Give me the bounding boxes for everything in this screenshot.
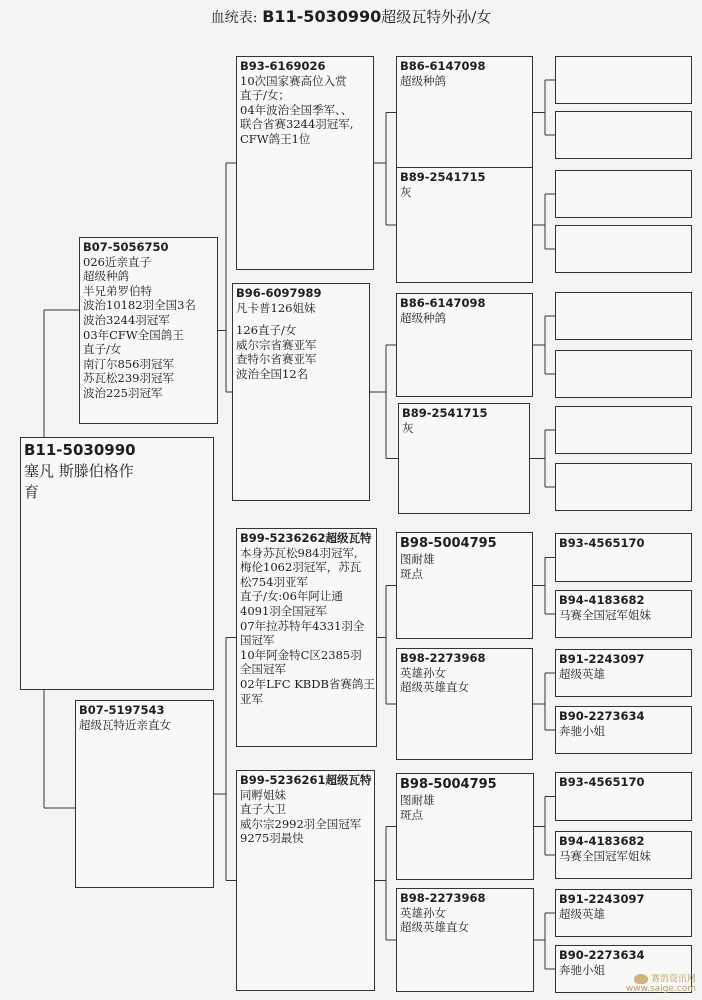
ring-number: B90-2273634 [559, 948, 645, 962]
pedigree-note: 9275羽最快 [240, 831, 304, 846]
pedigree-note: 02年LFC KBDB省赛鸽王 [240, 676, 375, 691]
ring-number: B99-5236261超级瓦特 [240, 773, 372, 787]
pedigree-note: 波治10182羽全国3名 [83, 298, 196, 313]
pedigree-note: 超级英雄直女 [400, 680, 469, 695]
ring-number: B98-2273968 [400, 891, 486, 905]
ring-number: B93-4565170 [559, 536, 645, 550]
sire-dam-box [232, 283, 370, 501]
gen4-ancestor-box [555, 831, 692, 879]
pedigree-note: 超级种鸽 [400, 310, 446, 325]
ring-number: B11-5030990 [24, 441, 136, 459]
ring-number: B07-5197543 [79, 703, 165, 717]
pedigree-note: 图耐雄 [400, 793, 435, 807]
pedigree-note: 亚军 [240, 691, 263, 706]
gen4-ancestor-box [555, 170, 692, 218]
ring-number: B98-2273968 [400, 651, 486, 665]
pedigree-note: 查特尔省赛亚军 [236, 352, 317, 367]
pedigree-note: 塞凡 斯滕伯格作 [24, 462, 134, 480]
gen4-ancestor-box [555, 463, 692, 511]
pedigree-note: CFW鸽王1位 [240, 131, 311, 146]
pedigree-note: 英雄孙女 [400, 905, 446, 920]
pedigree-note: 图耐雄 [400, 552, 435, 566]
sire-sire-box [236, 56, 374, 270]
subject-pigeon-box [20, 437, 214, 690]
ring-number: B99-5236262超级瓦特 [240, 531, 372, 545]
ring-number: B96-6097989 [236, 286, 322, 300]
pedigree-note: 本身苏瓦松984羽冠军, [240, 545, 358, 560]
gen4-ancestor-box [555, 292, 692, 340]
pedigree-note: 南汀尔856羽冠军 [83, 356, 174, 371]
pedigree-note: 026近亲直子 [83, 254, 151, 269]
pedigree-note: 超级种鸽 [83, 269, 129, 284]
pedigree-note: 超级英雄 [559, 906, 605, 921]
pedigree-note: 126直子/女 [236, 323, 297, 338]
pedigree-note: 超级瓦特近亲直女 [79, 717, 171, 732]
title-code: B11-5030990 [262, 7, 382, 26]
gen3-ancestor-box [396, 532, 533, 639]
sire-box [79, 237, 218, 424]
pedigree-note: 灰 [402, 420, 414, 435]
pedigree-note: 国冠军 [240, 633, 275, 648]
ring-number: B90-2273634 [559, 709, 645, 723]
pedigree-note: 4091羽全国冠军 [240, 603, 327, 618]
title-suffix: 超级瓦特外孙/女 [381, 8, 492, 26]
pedigree-note: 直子/女:06年阿让通 [240, 589, 343, 604]
pedigree-note: 育 [24, 483, 40, 501]
ring-number: B94-4183682 [559, 834, 645, 848]
pedigree-note: 超级英雄直女 [400, 920, 469, 935]
dam-dam-box [236, 770, 375, 991]
gen3-ancestor-box [396, 888, 534, 992]
pedigree-note: 超级种鸽 [400, 73, 446, 88]
pedigree-note: 超级英雄 [559, 666, 605, 681]
pedigree-note: 04年波治全国季军、、 [240, 102, 353, 117]
dam-sire-box [236, 528, 377, 747]
watermark-line1: 赛鸽资讯网 [650, 974, 696, 984]
pedigree-note: 波治3244羽冠军 [83, 312, 170, 327]
pedigree-note: 马赛全国冠军姐妹 [559, 607, 651, 622]
gen3-ancestor-box [396, 293, 533, 397]
pedigree-note: 灰 [400, 184, 412, 199]
pedigree-note: 梅伦1062羽冠军，苏瓦 [240, 560, 362, 575]
gen4-ancestor-box [555, 406, 692, 454]
pedigree-note: 斑点 [400, 807, 423, 822]
pedigree-note: 苏瓦松239羽冠军 [83, 371, 174, 386]
gen4-ancestor-box [555, 889, 692, 937]
pedigree-note: 波治全国12名 [236, 366, 309, 381]
pedigree-note: 10次国家赛高位入赏 [240, 73, 347, 88]
ring-number: B91-2243097 [559, 652, 645, 666]
title-prefix: 血统表: [210, 10, 258, 26]
pedigree-note: 半兄弟罗伯特 [83, 283, 152, 298]
pedigree-note: 奔驰小姐 [559, 723, 605, 738]
gen4-ancestor-box [555, 649, 692, 697]
ring-number: B91-2243097 [559, 892, 645, 906]
gen3-ancestor-box [398, 403, 530, 514]
pedigree-note: 联合省赛3244羽冠军, [240, 117, 354, 132]
gen3-ancestor-box [396, 167, 533, 283]
pigeon-logo-icon [634, 974, 648, 984]
pedigree-note: 03年CFW全国鸽王 [83, 327, 184, 342]
pedigree-note: 斑点 [400, 566, 423, 581]
watermark-line2: www.saige.com [625, 984, 696, 994]
watermark-logo [626, 974, 696, 995]
gen4-ancestor-box [555, 225, 692, 273]
gen3-ancestor-box [396, 648, 533, 760]
pedigree-note: 直子大卫 [240, 802, 286, 817]
gen4-ancestor-box [555, 350, 692, 398]
gen3-ancestor-box [396, 773, 534, 880]
pedigree-note: 10年阿金特C区2385羽 [240, 647, 362, 662]
pedigree-note: 波治225羽冠军 [83, 385, 163, 400]
gen4-ancestor-box [555, 772, 692, 821]
gen4-ancestor-box [555, 533, 692, 582]
ring-number: B07-5056750 [83, 240, 169, 254]
pedigree-note: 同孵姐妹 [240, 787, 286, 802]
gen4-ancestor-box [555, 111, 692, 159]
ring-number: B89-2541715 [400, 170, 486, 184]
ring-number: B98-5004795 [400, 536, 497, 551]
pedigree-note: 马赛全国冠军姐妹 [559, 848, 651, 863]
pedigree-note: 直子/女 [83, 342, 122, 357]
ring-number: B93-4565170 [559, 775, 645, 789]
pedigree-note: 凡卡普126姐妹 [236, 300, 316, 315]
gen4-ancestor-box [555, 56, 692, 104]
pedigree-note: 威尔宗2992羽全国冠军 [240, 816, 362, 831]
ring-number: B86-6147098 [400, 296, 486, 310]
pedigree-note: 直子/女； [240, 88, 290, 103]
pedigree-note [236, 315, 366, 323]
pedigree-note: 威尔宗省赛亚军 [236, 337, 317, 352]
dam-box [75, 700, 214, 888]
pedigree-note: 奔驰小姐 [559, 962, 605, 977]
ring-number: B93-6169026 [240, 59, 326, 73]
pedigree-note: 全国冠军 [240, 662, 286, 677]
pedigree-note: 松754羽亚军 [240, 574, 308, 589]
gen4-ancestor-box [555, 706, 692, 754]
ring-number: B94-4183682 [559, 593, 645, 607]
pedigree-note: 07年拉苏特年4331羽全 [240, 618, 365, 633]
ring-number: B86-6147098 [400, 59, 486, 73]
gen4-ancestor-box [555, 590, 692, 638]
ring-number: B98-5004795 [400, 777, 497, 792]
pedigree-note: 英雄孙女 [400, 665, 446, 680]
ring-number: B89-2541715 [402, 406, 488, 420]
gen3-ancestor-box [396, 56, 533, 169]
